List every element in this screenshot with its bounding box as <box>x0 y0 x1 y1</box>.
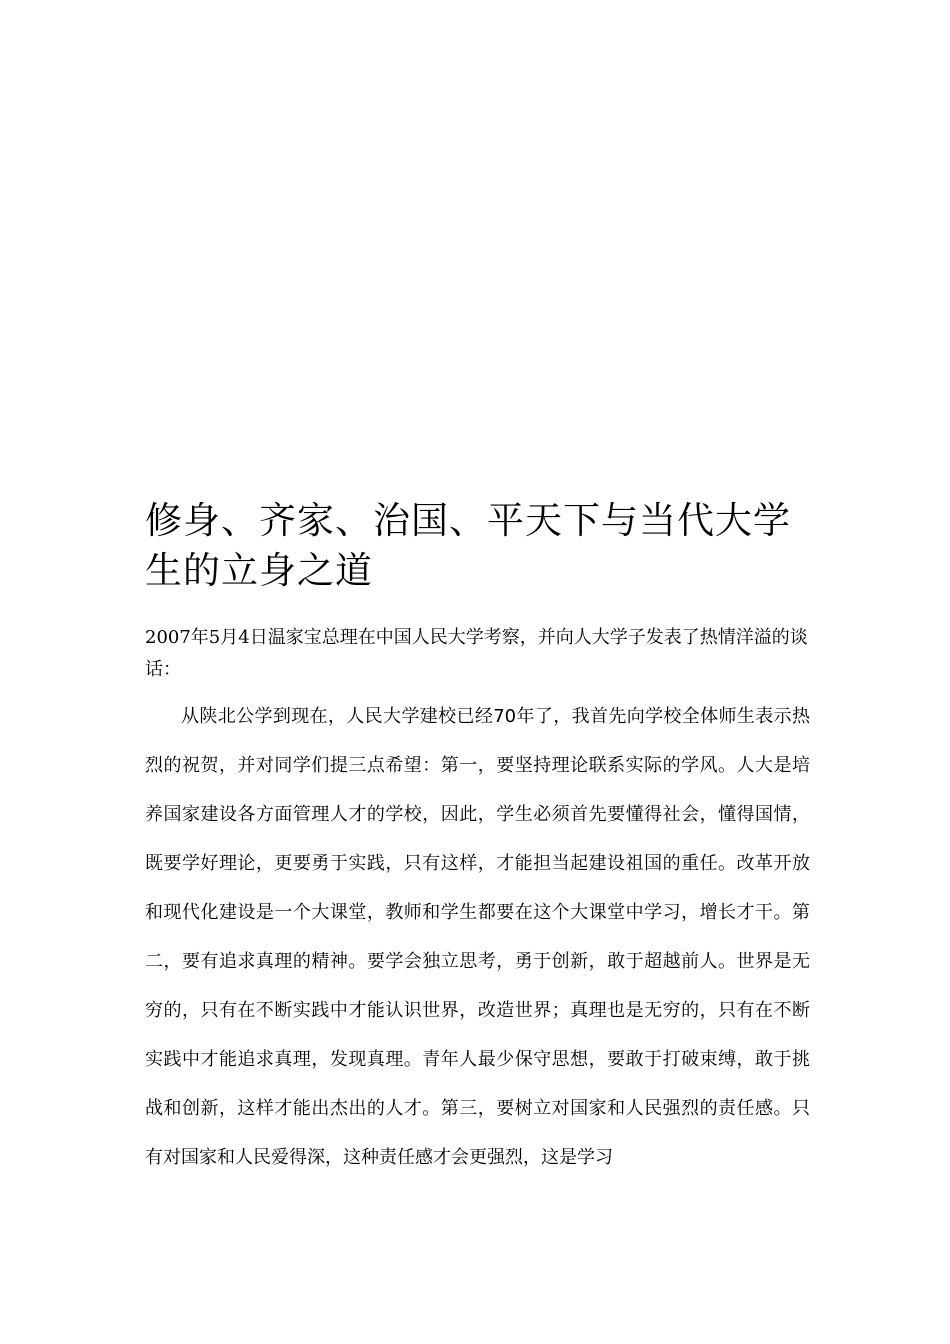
document-content <box>145 496 810 1182</box>
document-title: 修身、齐家、治国、平天下与当代大学生的立身之道 <box>145 499 791 592</box>
body-paragraph: 从陕北公学到现在，人民大学建校已经70年了，我首先向学校全体师生表示热烈的祝贺，并对同学们提三点希望：第一，要坚持理论联系实际的学风。人大是培养国家建设各方面管理人才的学校，因此，学生必须首先要懂得社会，懂得国情，既要学好理论，更要勇于实践，只有这样，才能担当起建设祖国的重任。改革开放和现代化建设是一个大课堂，教师和学生都要在这个大课堂中学习，增长才干。第二，要有追求真理的精神。要学会独立思考，勇于创新，敢于超越前人。世界是无穷的，只有在不断实践中才能认识世界，改造世界；真理也是无穷的，只有在不断实践中才能追求真理，发现真理。青年人最少保守思想，要敢于打破束缚，敢于挑战和创新，这样才能出杰出的人才。第三，要树立对国家和人民强烈的责任感。只有对国家和人民爱得深，这种责任感才会更强烈，这是学习 <box>145 706 810 1168</box>
intro-paragraph: 2007年5月4日温家宝总理在中国人民大学考察，并向人大学子发表了热情洋溢的谈话： <box>145 627 808 680</box>
